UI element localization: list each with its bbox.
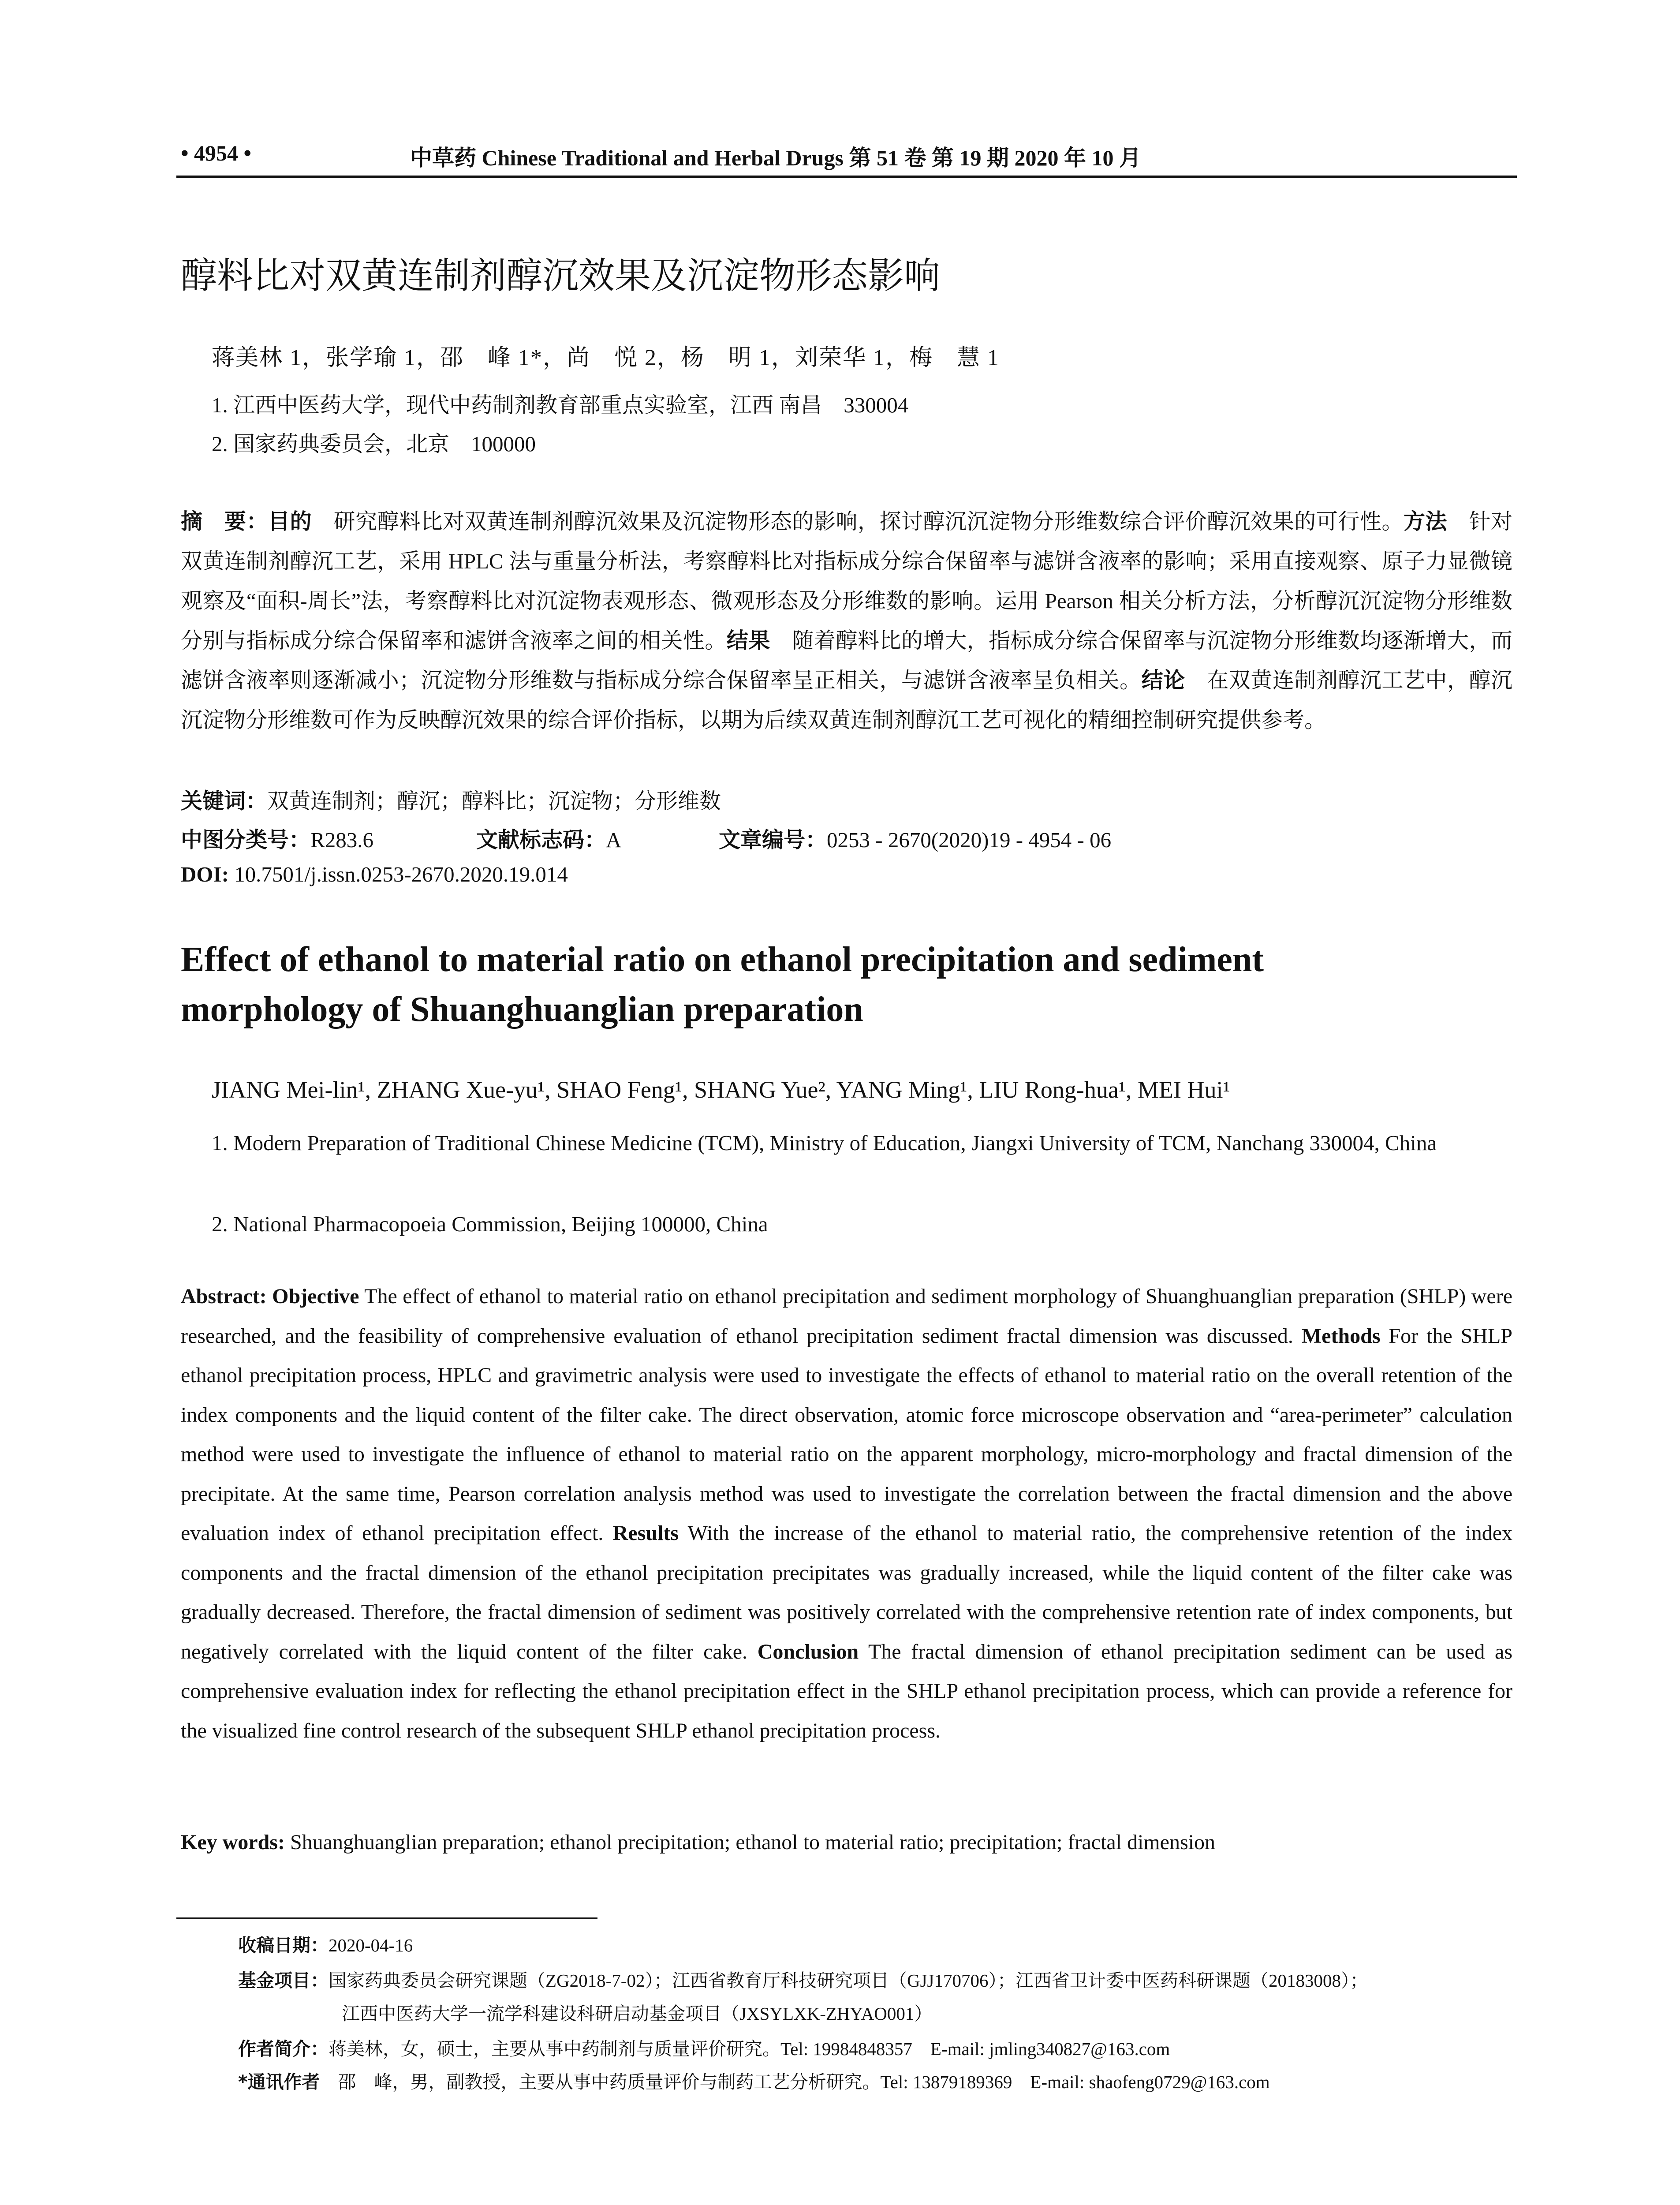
authors-english: JIANG Mei-lin¹, ZHANG Xue-yu¹, SHAO Feng¹, SHANG Yue², YANG Ming¹, LIU Rong-hua¹, MEI Hui¹ [212, 1076, 1230, 1103]
footnote-rule [176, 1917, 597, 1919]
author-bio [238, 2034, 1170, 2060]
methods-cn-text: 针对双黄连制剂醇沉工艺，采用 HPLC 法与重量分析法，考察醇料比对指标成分综合保留率与滤饼含液率的影响；采用直接观察、原子力显微镜观察及“面积-周长”法，考察醇料比对沉淀物表观形态、微观形态及分形维数的影响。运用 Pearson 相关分析方法，分析醇沉沉淀物分形维数分别与指标成分综合保留率和滤饼含液率之间的相关性。 [181, 509, 1512, 653]
methods-en-label: Methods [1301, 1324, 1381, 1348]
affiliation-en-1: 1. Modern Preparation of Traditional Chinese Medicine (TCM), Ministry of Education, Jiangxi University of TCM, Nanchang 330004, China [212, 1131, 1437, 1155]
title-english-line-1: Effect of ethanol to material ratio on ethanol precipitation and sediment [181, 940, 1264, 979]
conclusion-cn-text: 在双黄连制剂醇沉工艺中，醇沉沉淀物分形维数可作为反映醇沉效果的综合评价指标，以期为后续双黄连制剂醇沉工艺可视化的精细控制研究提供参考。 [181, 668, 1512, 732]
results-en-label: Results [612, 1521, 679, 1545]
results-cn-text: 随着醇料比的增大，指标成分综合保留率与沉淀物分形维数均逐渐增大，而滤饼含液率则逐渐减小；沉淀物分形维数与指标成分综合保留率呈正相关，与滤饼含液率呈负相关。 [181, 628, 1512, 692]
page-number: • 4954 • [181, 141, 252, 165]
title-chinese: 醇料比对双黄连制剂醇沉效果及沉淀物形态影响 [181, 255, 941, 297]
running-header [181, 140, 1512, 170]
received-label: 收稿日期： [238, 1935, 329, 1956]
results-cn-label: 结果 [726, 628, 770, 653]
corresponding-author [238, 2067, 1270, 2093]
affiliation-cn-1: 1. 江西中医药大学，现代中药制剂教育部重点实验室，江西 南昌 330004 [212, 393, 909, 417]
methods-en-text: For the SHLP ethanol precipitation process, HPLC and gravimetric analysis were used to investigate the effects of ethanol to material ratio on the overall retention of the index components and the liquid content of the filter cake. The direct observation, atomic force microscope observation and “area-perimeter” calculation method were used to investigate the influence of ethanol to material ratio on the apparent morphology, micro-morphology and fractal dimension of the precipitate. At the same time, Pearson correlation analysis method was used to investigate the correlation between the fractal dimension and the above evaluation index of ethanol precipitation effect. [181, 1324, 1512, 1545]
doi-label: DOI: [181, 862, 229, 886]
fund-label: 基金项目： [238, 1970, 329, 1991]
header-rule [176, 176, 1517, 178]
article-number-value: 0253 - 2670(2020)19 - 4954 - 06 [827, 828, 1112, 852]
doi-line [181, 862, 568, 887]
journal-info: 中草药 Chinese Traditional and Herbal Drugs 第 51 卷 第 19 期 2020 年 10 月 [410, 146, 1141, 170]
corresponding-label: *通讯作者 [238, 2071, 320, 2093]
abstract-chinese [181, 502, 1512, 740]
abstract-cn-label: 摘 要： [181, 509, 269, 534]
results-en-text: With the increase of the ethanol to material ratio, the comprehensive retention of the index components and the fractal dimension of the ethanol precipitation precipitates was gradually increased, while the liquid content of the filter cake was gradually decreased. Therefore, the fractal dimension of sediment was positively correlated with the comprehensive retention rate of index components, but negatively correlated with the liquid content of the filter cake. [181, 1521, 1512, 1663]
clc-label: 中图分类号： [181, 827, 311, 852]
authors-chinese: 蒋美林 1，张学瑜 1，邵 峰 1*，尚 悦 2，杨 明 1，刘荣华 1，梅 慧 1 [212, 345, 1000, 370]
fund-line-2: 江西中医药大学一流学科建设科研启动基金项目（JXSYLXK-ZHYAO001） [342, 2003, 933, 2024]
conclusion-cn-label: 结论 [1141, 668, 1185, 693]
conclusion-en-label: Conclusion [757, 1640, 859, 1663]
fund-projects [238, 1966, 1368, 1992]
objective-cn-label: 目的 [268, 509, 312, 534]
title-english [181, 935, 1512, 1035]
keywords-english [181, 1830, 1512, 1854]
abstract-en-label: Abstract: Objective [181, 1285, 359, 1308]
keywords-en-label: Key words: [181, 1831, 285, 1854]
corresponding-text: 邵 峰，男，副教授，主要从事中药质量评价与制药工艺分析研究。Tel: 13879189369 E-mail: shaofeng0729@163.com [320, 2072, 1270, 2092]
keywords-chinese [181, 784, 721, 815]
author-bio-text: 蒋美林，女，硕士，主要从事中药制剂与质量评价研究。Tel: 19984848357 E-mail: jmling340827@163.com [329, 2039, 1170, 2059]
abstract-english [181, 1277, 1512, 1750]
fund-line-1: 国家药典委员会研究课题（ZG2018-7-02）；江西省教育厅科技研究项目（GJJ170706）；江西省卫计委中医药科研课题（20183008）； [329, 1970, 1368, 1991]
keywords-en-text: Shuanghuanglian preparation; ethanol precipitation; ethanol to material ratio; precipitation; fractal dimension [284, 1831, 1215, 1854]
affiliation-en-2: 2. National Pharmacopoeia Commission, Beijing 100000, China [212, 1212, 768, 1236]
objective-en-text: The effect of ethanol to material ratio on ethanol precipitation and sediment morphology of Shuanghuanglian preparation (SHLP) were researched, and the feasibility of comprehensive evaluation of ethanol precipitation sediment fractal dimension was discussed. [181, 1285, 1512, 1348]
keywords-cn-text: 双黄连制剂；醇沉；醇料比；沉淀物；分形维数 [267, 789, 721, 813]
doi-value: 10.7501/j.issn.0253-2670.2020.19.014 [228, 862, 568, 886]
keywords-cn-label: 关键词： [181, 789, 268, 814]
clc-value: R283.6 [310, 828, 373, 852]
methods-cn-label: 方法 [1403, 509, 1447, 534]
conclusion-en-text: The fractal dimension of ethanol precipitation sediment can be used as comprehensive evaluation index for reflecting the ethanol precipitation effect in the SHLP ethanol precipitation process, which can provide a reference for the visualized fine control research of the subsequent SHLP ethanol precipitation process. [181, 1640, 1513, 1742]
objective-cn-text: 研究醇料比对双黄连制剂醇沉效果及沉淀物形态的影响，探讨醇沉沉淀物分形维数综合评价醇沉效果的可行性。 [312, 509, 1404, 534]
author-bio-label: 作者简介： [238, 2038, 329, 2059]
article-number-label: 文章编号： [719, 827, 827, 852]
doc-code-label: 文献标志码： [476, 827, 606, 852]
received-value: 2020-04-16 [329, 1935, 413, 1955]
affiliation-cn-2: 2. 国家药典委员会，北京 100000 [212, 432, 536, 456]
doc-code-value: A [606, 828, 622, 852]
title-english-line-2: morphology of Shuanghuanglian preparation [181, 990, 863, 1029]
received-date [238, 1931, 413, 1957]
